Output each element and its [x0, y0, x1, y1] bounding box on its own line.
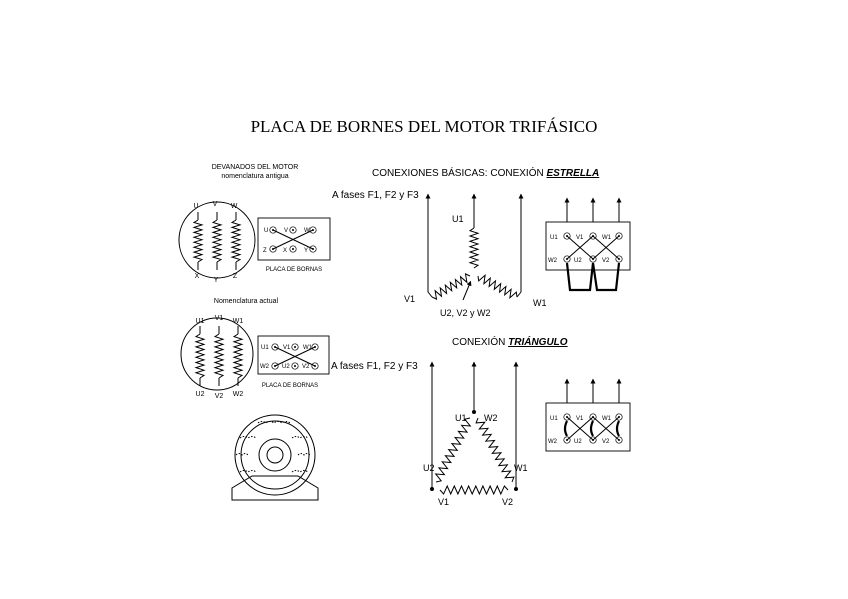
coil	[440, 486, 508, 494]
star-label-v1: V1	[404, 294, 416, 304]
current-nomenclature-header: Nomenclatura actual	[213, 298, 279, 305]
delta-label-w2: W2	[484, 413, 498, 423]
coil	[476, 418, 514, 482]
delta-heading	[452, 335, 568, 348]
delta-heading-emph: TRIÁNGULO	[508, 337, 568, 348]
old-plate-w: W	[304, 228, 310, 234]
star-label-w1: W1	[533, 298, 547, 308]
windings-header: DEVANADOS DEL MOTOR	[211, 164, 299, 171]
old-bottom-label-z: Z	[232, 273, 238, 280]
star-heading	[372, 166, 599, 179]
old-top-label-u: U	[193, 203, 199, 210]
new-plate-v1: V1	[283, 345, 291, 351]
star-plate-w1: W1	[602, 235, 611, 241]
new-plate-w2: W2	[260, 364, 269, 370]
old-plate-x: X	[283, 248, 288, 254]
delta-heading-prefix: CONEXIÓN	[452, 337, 509, 348]
old-terminal-plate	[258, 218, 330, 260]
new-motor-windings	[181, 315, 253, 400]
delta-label-u2: U2	[423, 463, 435, 473]
star-plate-u1: U1	[550, 235, 558, 241]
delta-plate-w1: W1	[602, 416, 611, 422]
coil	[232, 220, 240, 262]
new-plate-u2: U2	[282, 364, 290, 370]
new-top-label-u1: U1	[195, 318, 205, 325]
coil	[432, 274, 470, 299]
old-plate-caption: PLACA DE BORNAS	[265, 267, 323, 273]
star-plate-w2: W2	[548, 258, 557, 264]
coil	[196, 334, 204, 378]
delta-label-v2: V2	[502, 497, 514, 507]
old-nomenclature-header: nomenclatura antigua	[221, 173, 289, 180]
star-heading-emph: ESTRELLA	[546, 168, 600, 179]
delta-plate-w2: W2	[548, 439, 557, 445]
new-plate-v2: V2	[302, 364, 310, 370]
new-plate-u1: U1	[261, 345, 269, 351]
star-plate-v2: V2	[602, 258, 610, 264]
old-plate-v: V	[284, 228, 289, 234]
motor-drawing	[232, 415, 318, 500]
new-top-label-v1: V1	[214, 315, 224, 322]
delta-plate-v1: V1	[576, 416, 584, 422]
star-label-center: U2, V2 y W2	[440, 308, 491, 318]
coil	[470, 228, 478, 268]
old-top-label-w: W	[230, 203, 238, 210]
old-bottom-label-x: X	[194, 273, 200, 280]
star-terminal-plate	[546, 200, 630, 290]
star-phases-label: A fases F1, F2 y F3	[332, 190, 419, 201]
old-plate-z: Z	[263, 248, 267, 254]
old-plate-u: U	[264, 228, 269, 234]
old-plate-y: Y	[304, 248, 309, 254]
coil	[194, 220, 202, 262]
star-plate-v1: V1	[576, 235, 584, 241]
star-heading-prefix: CONEXIONES BÁSICAS: CONEXIÓN	[372, 168, 547, 179]
delta-label-w1: W1	[514, 463, 528, 473]
coil	[215, 334, 223, 378]
star-label-u1: U1	[452, 214, 464, 224]
delta-plate-v2: V2	[602, 439, 610, 445]
old-motor-windings	[179, 201, 255, 284]
new-bottom-label-u2: U2	[195, 391, 205, 398]
star-windings	[428, 224, 521, 300]
delta-phases-label: A fases F1, F2 y F3	[331, 361, 418, 372]
coil	[436, 418, 471, 482]
old-top-label-v: V	[212, 201, 218, 208]
page-title: PLACA DE BORNES DEL MOTOR TRIFÁSICO	[250, 117, 598, 136]
new-plate-caption: PLACA DE BORNAS	[261, 383, 319, 389]
star-feed-lines	[428, 196, 521, 292]
coil	[234, 334, 242, 378]
delta-terminal-plate	[546, 381, 630, 451]
new-top-label-w1: W1	[232, 318, 244, 325]
star-plate-u2: U2	[574, 258, 582, 264]
new-bottom-label-w2: W2	[232, 391, 244, 398]
new-plate-w1: W1	[303, 345, 312, 351]
coil	[478, 275, 517, 297]
delta-plate-u2: U2	[574, 439, 582, 445]
new-terminal-plate	[258, 336, 329, 374]
new-bottom-label-v2: V2	[214, 393, 224, 400]
delta-label-v1: V1	[438, 497, 450, 507]
coil	[213, 220, 221, 262]
delta-windings	[430, 410, 518, 494]
old-bottom-label-y: Y	[213, 277, 219, 284]
delta-label-u1: U1	[455, 413, 467, 423]
delta-plate-u1: U1	[550, 416, 558, 422]
